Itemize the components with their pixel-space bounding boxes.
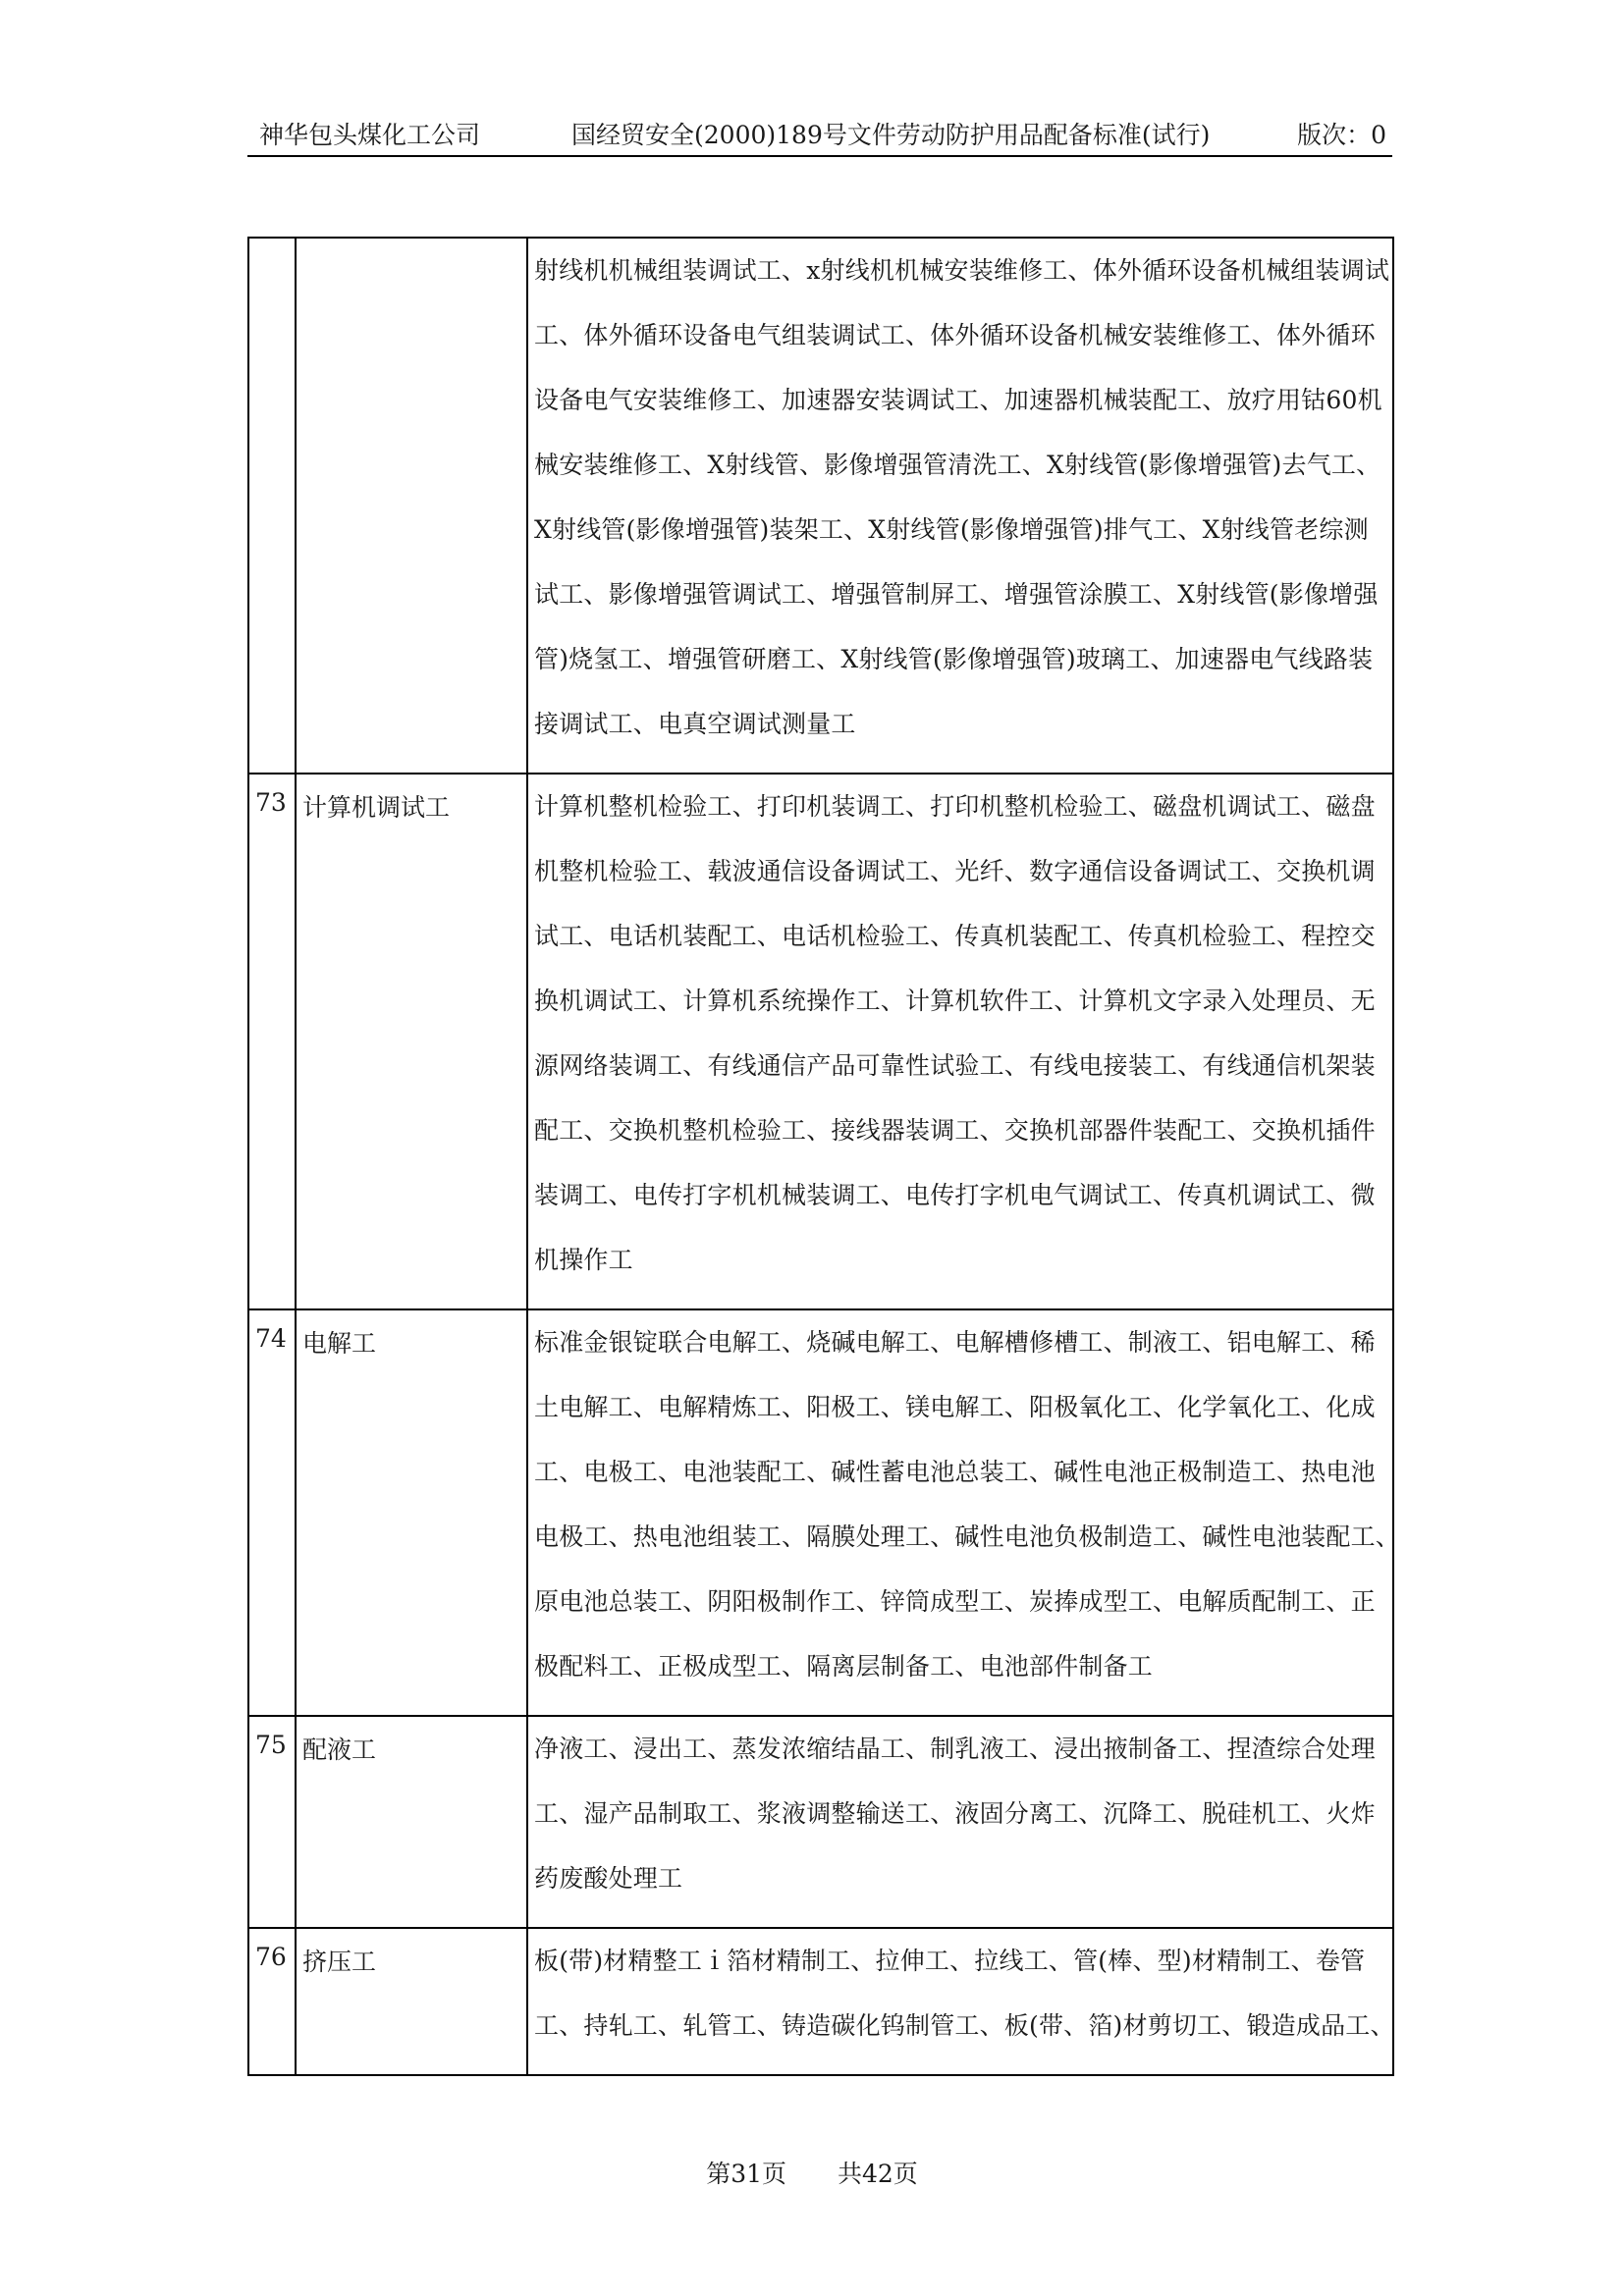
table-row	[248, 1309, 1393, 1716]
content-line: 换机调试工、计算机系统操作工、计算机软件工、计算机文字录入处理员、无	[534, 987, 1376, 1015]
content-line: 工、体外循环设备电气组装调试工、体外循环设备机械安装维修工、体外循环	[534, 321, 1376, 349]
content-line: 计算机整机检验工、打印机装调工、打印机整机检验工、磁盘机调试工、磁盘	[534, 792, 1376, 821]
content-line: 极配料工、正极成型工、隔离层制备工、电池部件制备工	[534, 1652, 1154, 1681]
content-line: 净液工、浸出工、蒸发浓缩结晶工、制乳液工、浸出掖制备工、捏渣综合处理	[534, 1735, 1376, 1763]
content-line: 工、湿产品制取工、浆液调整输送工、液固分离工、沉降工、脱硅机工、火炸	[534, 1799, 1376, 1828]
content-line: 电极工、热电池组装工、隔膜处理工、碱性电池负极制造工、碱性电池装配工、	[534, 1522, 1401, 1551]
row-number: 76	[248, 1928, 296, 2075]
content-line: 械安装维修工、X射线管、影像增强管清洗工、X射线管(影像增强管)去气工、	[534, 451, 1381, 479]
row-number: 73	[248, 774, 296, 1309]
table-row	[248, 1716, 1393, 1928]
row-name: 配液工	[296, 1716, 527, 1928]
content-line: 试工、影像增强管调试工、增强管制屏工、增强管涂膜工、X射线管(影像增强	[534, 580, 1379, 609]
row-number: 75	[248, 1716, 296, 1928]
page-number: 第31页	[706, 2160, 787, 2188]
page-total: 共42页	[837, 2160, 918, 2188]
header-title: 国经贸安全(2000)189号文件劳动防护用品配备标准(试行)	[571, 121, 1211, 149]
content-line: 设备电气安装维修工、加速器安装调试工、加速器机械装配工、放疗用钴60机	[534, 386, 1382, 414]
content-line: 射线机机械组装调试工、x射线机机械安装维修工、体外循环设备机械组装调试	[534, 256, 1390, 285]
page-footer	[0, 2155, 1624, 2190]
standards-table	[247, 237, 1401, 2076]
content-line: 源网络装调工、有线通信产品可靠性试验工、有线电接装工、有线通信机架装	[534, 1051, 1376, 1080]
content-line: 工、持轧工、轧管工、铸造碳化钨制管工、板(带、箔)材剪切工、锻造成品工、	[534, 2011, 1395, 2040]
row-content	[527, 238, 1393, 774]
header-version: 版次：0	[1297, 121, 1386, 149]
row-name: 电解工	[296, 1309, 527, 1716]
row-name: 计算机调试工	[296, 774, 527, 1309]
content-line: X射线管(影像增强管)装架工、X射线管(影像增强管)排气工、X射线管老综测	[534, 515, 1369, 544]
row-number	[248, 238, 296, 774]
row-content	[527, 1716, 1393, 1928]
content-line: 管)烧氢工、增强管研磨工、X射线管(影像增强管)玻璃工、加速器电气线路装	[534, 645, 1374, 673]
page-header	[247, 110, 1392, 157]
content-line: 装调工、电传打字机机械装调工、电传打字机电气调试工、传真机调试工、微	[534, 1181, 1376, 1209]
content-line: 药废酸处理工	[534, 1864, 683, 1893]
content-line: 机整机检验工、载波通信设备调试工、光纤、数字通信设备调试工、交换机调	[534, 857, 1376, 885]
content-line: 标准金银锭联合电解工、烧碱电解工、电解槽修槽工、制液工、铝电解工、稀	[534, 1328, 1376, 1357]
header-company: 神华包头煤化工公司	[259, 121, 481, 149]
content-line: 试工、电话机装配工、电话机检验工、传真机装配工、传真机检验工、程控交	[534, 922, 1376, 950]
row-content	[527, 1309, 1401, 1716]
content-line: 配工、交换机整机检验工、接线器装调工、交换机部器件装配工、交换机插件	[534, 1116, 1376, 1145]
table-row	[248, 238, 1393, 774]
content-line: 工、电极工、电池装配工、碱性蓄电池总装工、碱性电池正极制造工、热电池	[534, 1458, 1376, 1486]
row-name: 挤压工	[296, 1928, 527, 2075]
table-row	[248, 1928, 1393, 2075]
content-line: 土电解工、电解精炼工、阳极工、镁电解工、阳极氧化工、化学氧化工、化成	[534, 1393, 1376, 1421]
content-line: 接调试工、电真空调试测量工	[534, 710, 856, 738]
row-number: 74	[248, 1309, 296, 1716]
row-content	[527, 774, 1393, 1309]
row-name	[296, 238, 527, 774]
table-row	[248, 774, 1393, 1309]
content-line: 原电池总装工、阴阳极制作工、锌筒成型工、炭捧成型工、电解质配制工、正	[534, 1587, 1376, 1616]
content-line: 机操作工	[534, 1246, 633, 1274]
content-line: 板(带)材精整工ｉ箔材精制工、拉伸工、拉线工、管(棒、型)材精制工、卷管	[534, 1947, 1366, 1975]
row-content	[527, 1928, 1393, 2075]
